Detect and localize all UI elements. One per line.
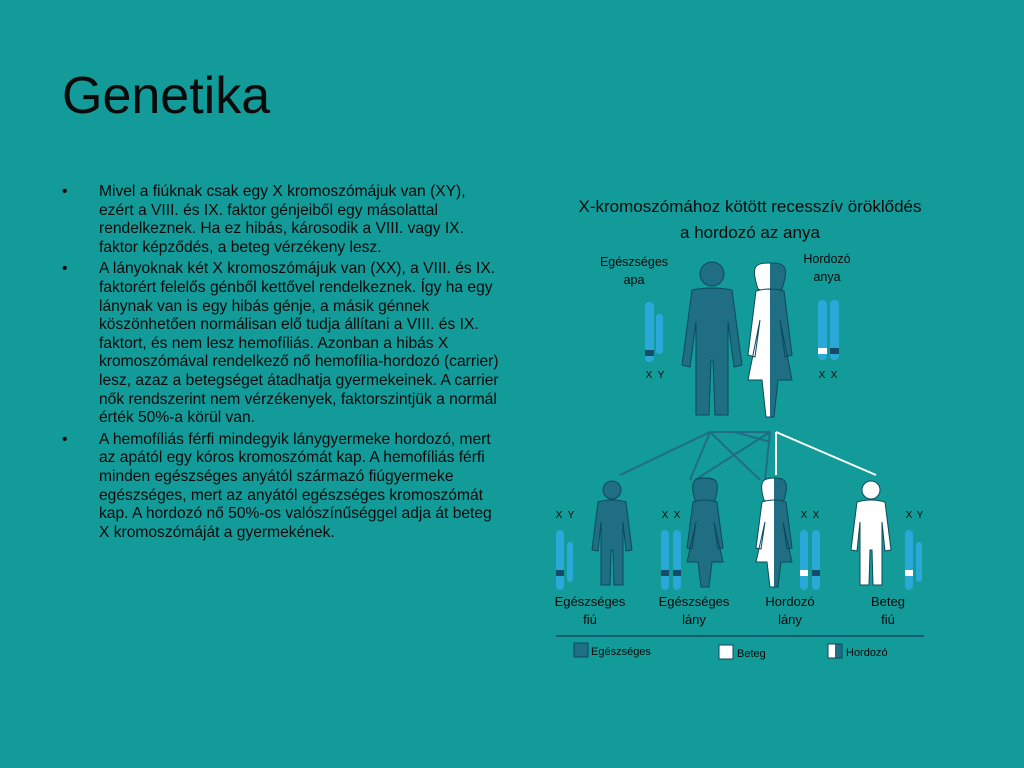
child3-label: Hordozó (765, 594, 815, 609)
father-label-role: apa (623, 273, 645, 287)
child4-chrom-y: Y (916, 510, 924, 521)
child1-label: Egészséges (554, 594, 626, 609)
child-carrier-daughter (756, 478, 792, 587)
mother-chrom-x1: X (818, 370, 826, 381)
legend (574, 643, 888, 660)
child-healthy-son (592, 481, 632, 585)
father-figure (682, 262, 742, 415)
child4-label-role: fiú (881, 612, 895, 627)
child3-label-role: lány (778, 612, 802, 627)
father-label: Egészséges (599, 255, 669, 269)
child2-label: Egészséges (658, 594, 730, 609)
child2-chrom-x1: X (661, 510, 669, 521)
father-chromosomes (645, 302, 665, 381)
child2-chromosomes (661, 510, 681, 590)
bullet-list (62, 183, 502, 545)
child2-chrom-x2: X (673, 510, 681, 521)
legend-label-carrier: Hordozó (846, 647, 888, 659)
child4-label: Beteg (871, 594, 905, 609)
diagram-title-line2: a hordozó az anya (680, 223, 820, 242)
child2-label-role: lány (682, 612, 706, 627)
child4-chromosomes (905, 510, 924, 590)
child3-chrom-x1: X (800, 510, 808, 521)
bullet-item: • Mivel a fiúknak csak egy X kromoszómájuk van (XY), ezért a VIII. és IX. faktor génjeiből egy másolattal rendelkeznek. Ha ez hibás, károsodik a VIII. vagy IX. faktor képződés, a beteg vérzékeny lesz. (62, 183, 502, 257)
legend-label-healthy: Egészséges (591, 646, 651, 658)
legend-swatch-affected (719, 645, 733, 659)
male-body (682, 262, 742, 415)
mother-label-role: anya (813, 270, 841, 284)
father-chrom-x: X (645, 370, 653, 381)
father-chrom-y: Y (657, 370, 665, 381)
child-healthy-daughter (687, 478, 723, 587)
child1-label-role: fiú (583, 612, 597, 627)
child1-chrom-x: X (555, 510, 563, 521)
slide-title: Genetika (62, 67, 271, 125)
bullet-item: • A lányoknak két X kromoszómájuk van (XX), a VIII. és IX. faktorért felelős génből kettővel rendelkeznek. Így ha egy lánynak van is egy hibás génje, a másik génnek köszönhetően normálisan elő tudja állítani a VIII. és IX. faktort, és nem lesz hemofíliás. Azonban a hibás X kromoszómával rendelkező nő hemofília-hordozó (carrier) lesz, azaz a betegséget átadhatja gyermekeinek. A carrier nők rendszerint nem vérzékenyek, faktorszintjük a normál érték 50%-a körül van. (62, 260, 502, 427)
legend-swatch-carrier-dark (835, 644, 842, 658)
legend-swatch-healthy (574, 643, 588, 657)
mother-chrom-x2: X (830, 370, 838, 381)
child4-chrom-x: X (905, 510, 913, 521)
child-affected-son (851, 481, 891, 585)
child1-chromosomes (556, 510, 575, 590)
child1-chrom-y: Y (567, 510, 575, 521)
mother-chromosomes (818, 300, 839, 381)
child3-chromosomes (800, 510, 820, 590)
inheritance-diagram (530, 190, 970, 670)
mother-label: Hordozó (803, 252, 851, 266)
mother-figure (748, 263, 792, 417)
bullet-item: • A hemofíliás férfi mindegyik lánygyermeke hordozó, mert az apától egy kóros kromoszómát kap. A hemofíliás férfi minden egészséges anyától származó fiúgyermeke egészséges, mert az anyától egészséges kromoszómát kap. A hordozó nő 50%-os valószínűséggel adja át beteg X kromoszómáját a gyermekének. (62, 431, 502, 543)
legend-swatch-carrier-light (828, 644, 835, 658)
child3-chrom-x2: X (812, 510, 820, 521)
inheritance-lines (620, 432, 770, 480)
inheritance-lines-affected (776, 432, 876, 475)
diagram-title-line1: X-kromoszómához kötött recesszív öröklődés (578, 197, 922, 216)
legend-label-affected: Beteg (737, 648, 766, 660)
